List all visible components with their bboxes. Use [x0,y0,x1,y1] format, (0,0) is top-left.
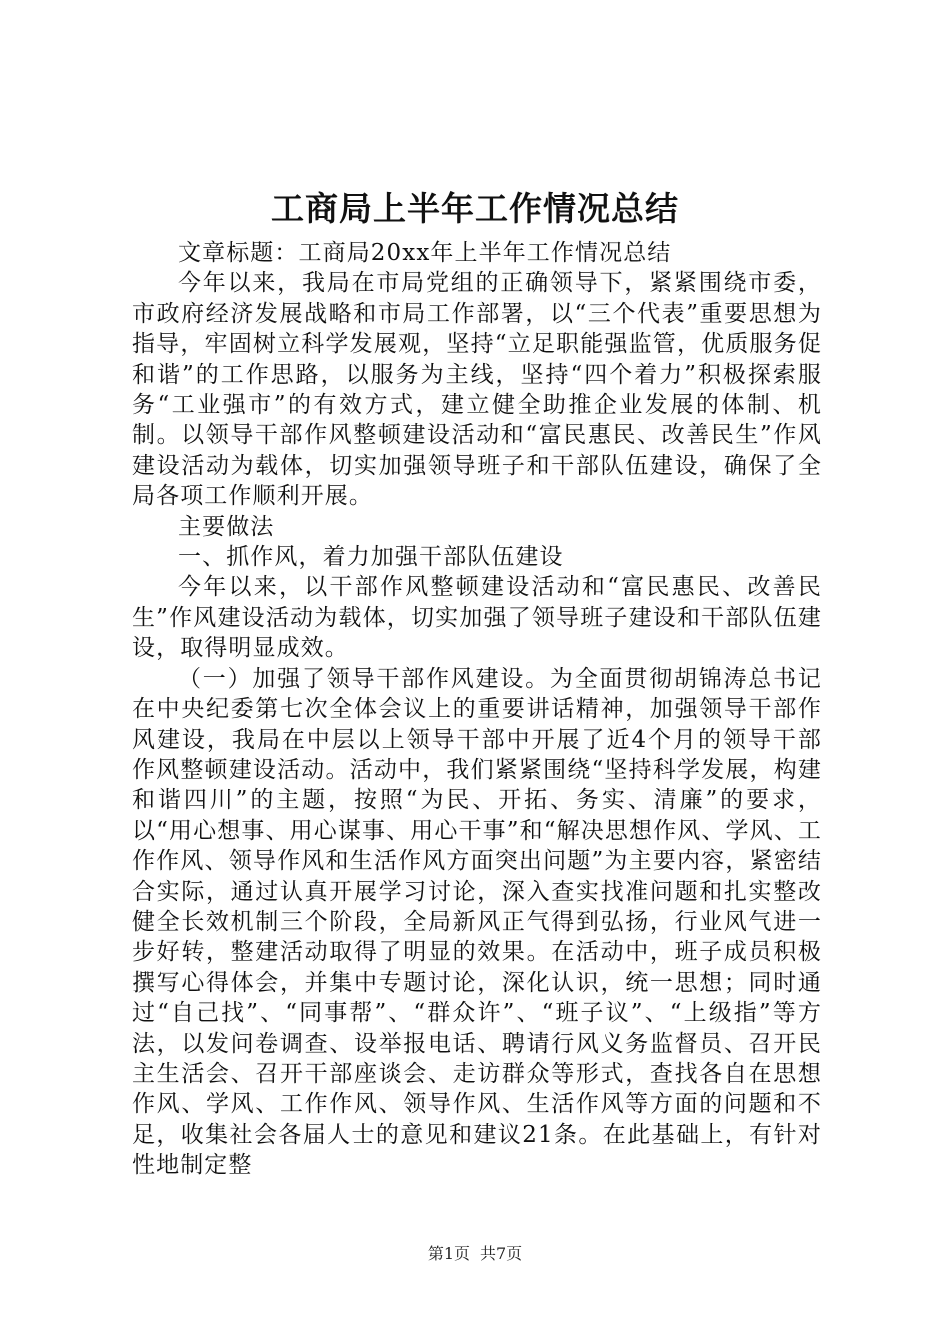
subsection-heading-style: 一、抓作风，着力加强干部队伍建设 [178,544,564,571]
body-paragraph: （一）加强了领导干部作风建设。为全面贯彻胡锦涛总书记在中央纪委第七次全体会议上的重要讲话精神，加强领导干部作风建设，我局在中层以上领导干部中开展了近4个月的领导干部作风整顿建设活动。活动中，我们紧紧围绕“坚持科学发展，构建和谐四川”的主题，按照“为民、开拓、务实、清廉”的要求，以“用心想事、用心谋事、用心干事”和“解决思想作风、学风、工作作风、领导作风和生活作风方面突出问题”为主要内容，紧密结合实际，通过认真开展学习讨论，深入查实找准问题和扎实整改健全长效机制三个阶段，全局新风正气得到弘扬，行业风气进一步好转，整建活动取得了明显的效果。在活动中，班子成员积极撰写心得体会，并集中专题讨论，深化认识，统一思想；同时通过“自己找”、“同事帮”、“群众许”、“班子议”、“上级指”等方法，以发问卷调查、设举报电话、聘请行风义务监督员、召开民主生活会、召开干部座谈会、走访群众等形式，查找各自在思想作风、学风、工作作风、领导作风、生活作风等方面的问题和不足，收集社会各届人士的意见和建议21条。在此基础上，有针对性地制定整 [132,665,822,1179]
article-title-line: 文章标题：工商局20xx年上半年工作情况总结 [178,240,672,266]
document-body [132,238,822,1181]
page-footer [0,1243,950,1265]
body-paragraph: 今年以来，以干部作风整顿建设活动和“富民惠民、改善民生”作风建设活动为载体，切实加强了领导班子建设和干部队伍建设，取得明显成效。 [132,574,822,662]
page-total: 共7页 [480,1244,523,1263]
page-number: 第1页 [427,1244,470,1263]
document-title: 工商局上半年工作情况总结 [271,189,679,228]
intro-paragraph: 今年以来，我局在市局党组的正确领导下，紧紧围绕市委，市政府经济发展战略和市局工作部署，以“三个代表”重要思想为指导，牢固树立科学发展观，坚持“立足职能强监管，优质服务促和谐”的工作思路，以服务为主线，坚持“四个着力”积极探索服务“工业强市”的有效方式，建立健全助推企业发展的体制、机制。以领导干部作风整顿建设活动和“富民惠民、改善民生”作风建设活动为载体，切实加强领导班子和干部队伍建设，确保了全局各项工作顺利开展。 [132,270,822,510]
section-heading-main-practices: 主要做法 [178,513,275,540]
